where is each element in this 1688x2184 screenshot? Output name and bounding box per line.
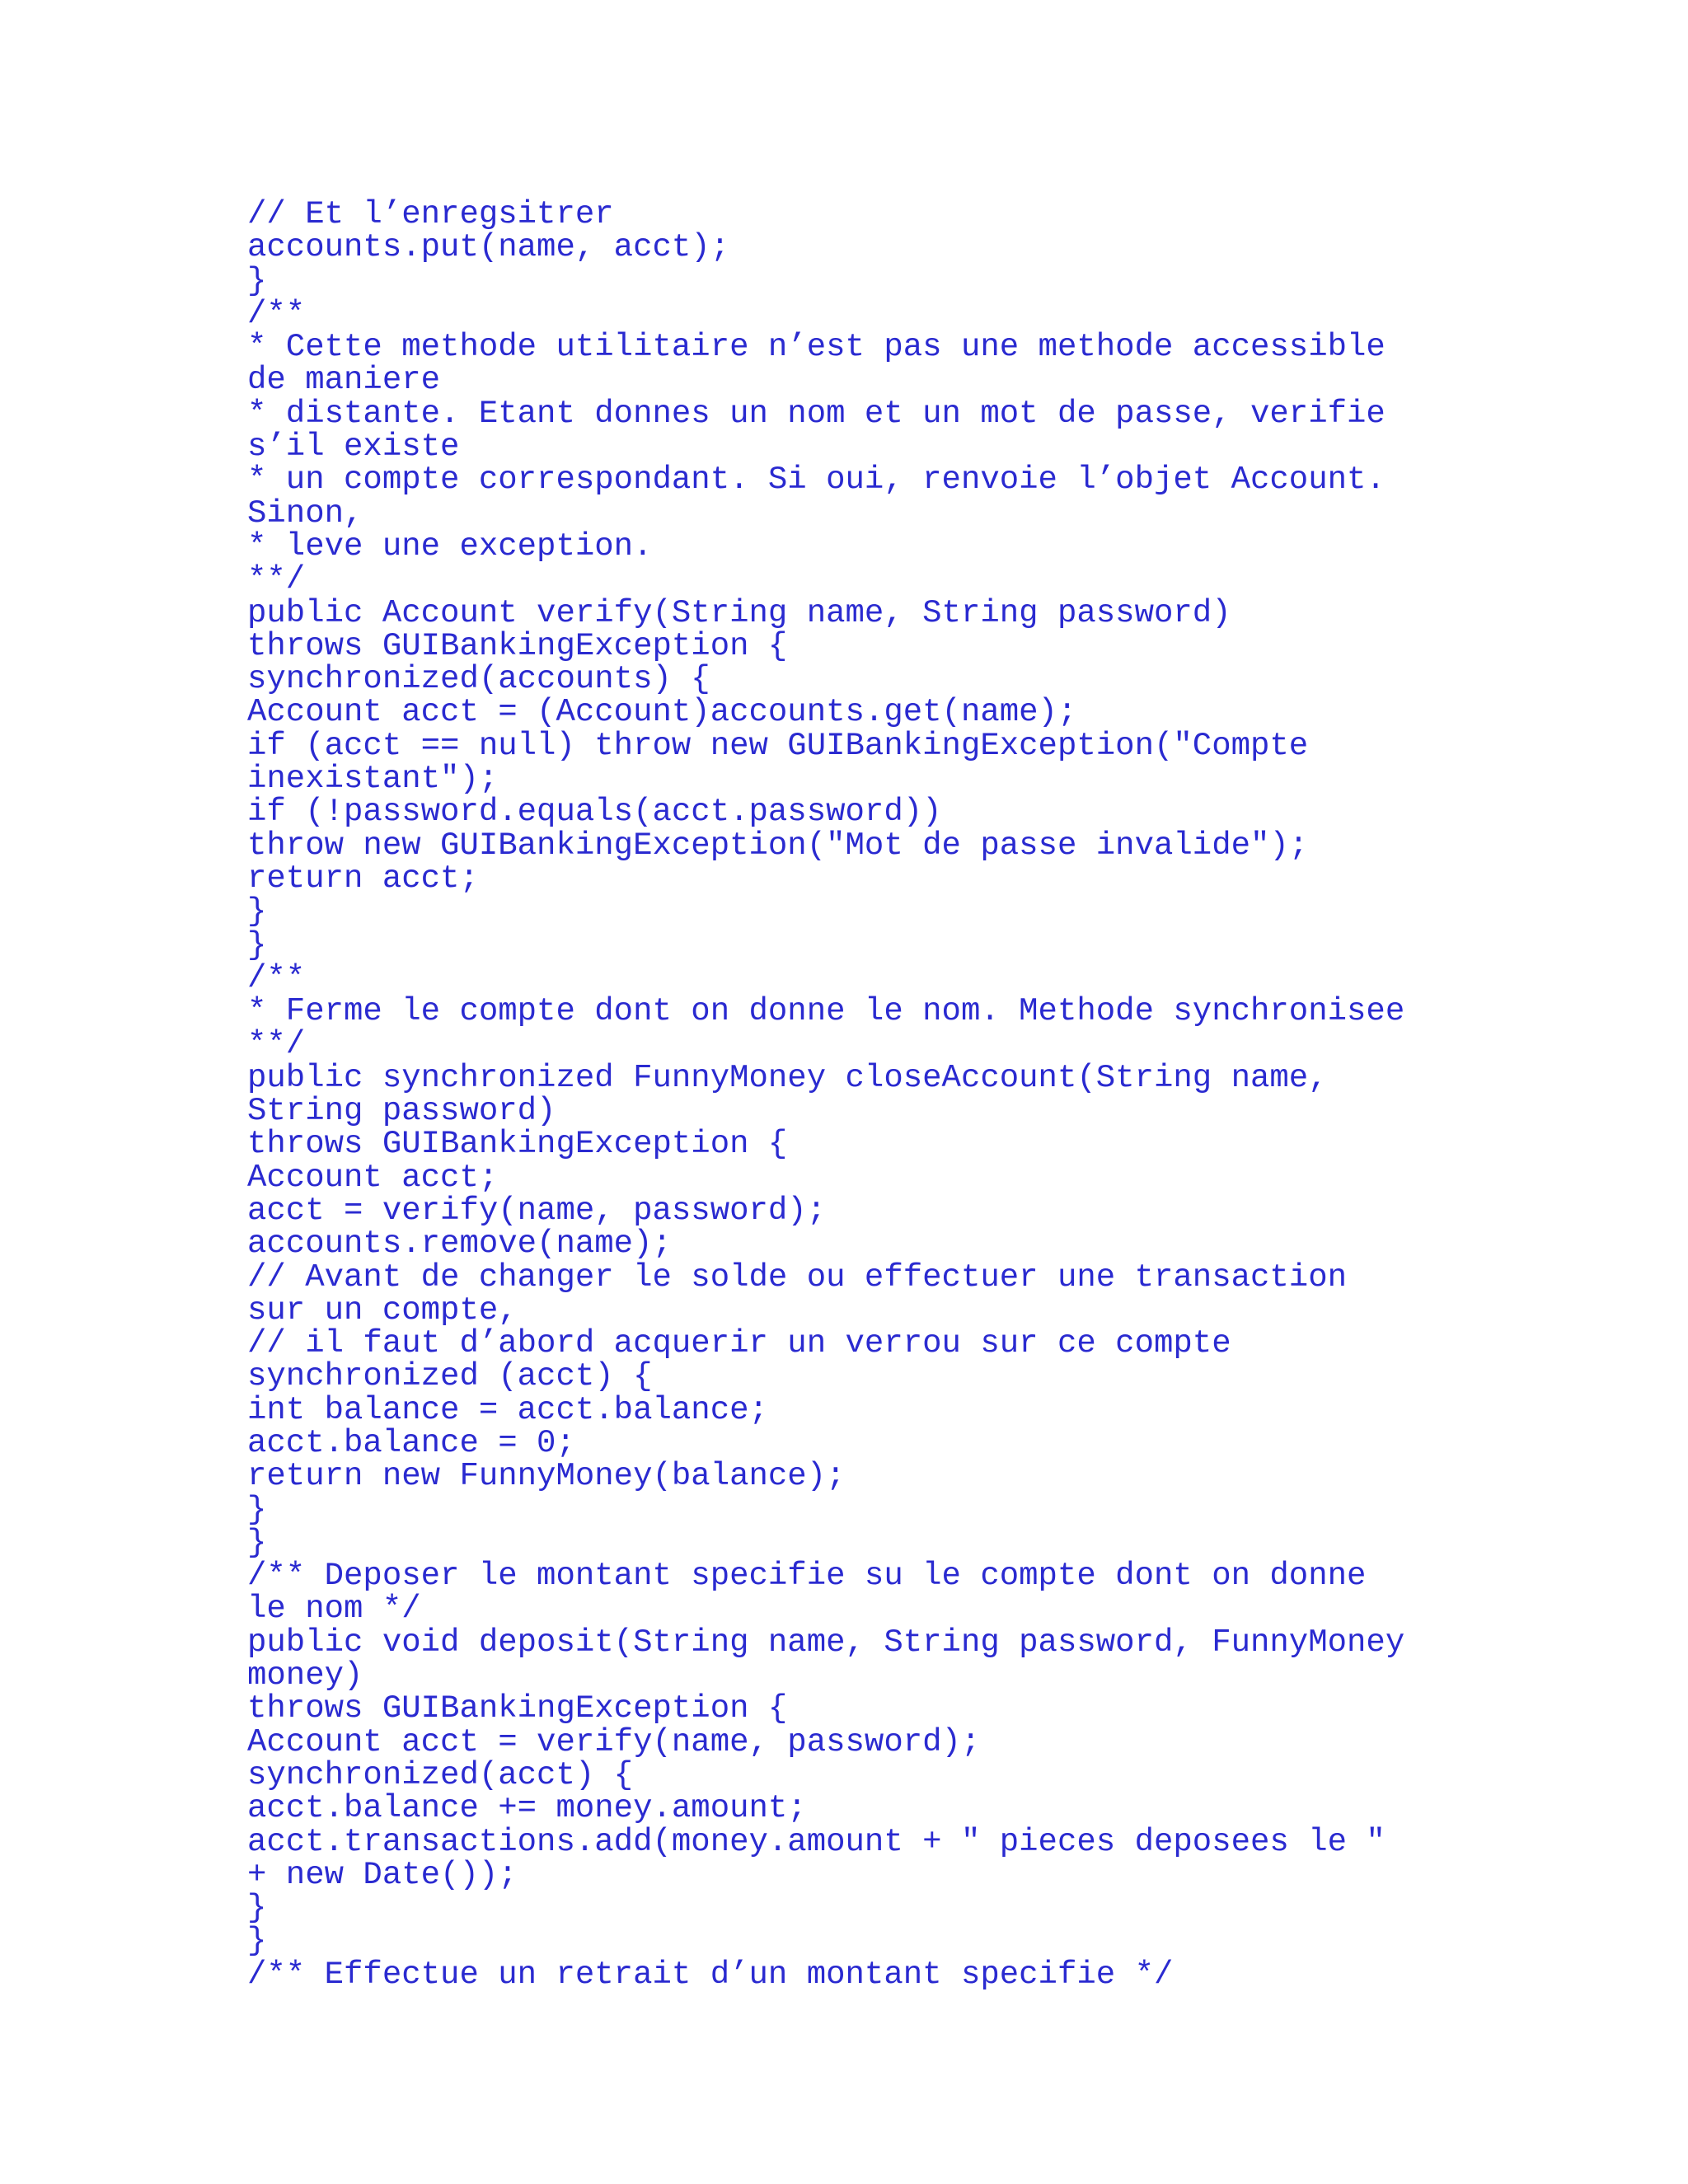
code-line: return new FunnyMoney(balance); [247,1458,846,1495]
code-line: } [247,1923,267,1960]
code-line: return acct; [247,860,479,897]
code-line: money) [247,1657,363,1694]
code-line: + new Date()); [247,1856,518,1893]
code-line: throws GUIBankingException { [247,627,788,664]
code-line: **/ [247,1026,306,1063]
code-line: acct.balance += money.amount; [247,1790,807,1827]
code-line: int balance = acct.balance; [247,1391,768,1428]
code-line: acct.transactions.add(money.amount + " pieces deposees le " [247,1823,1386,1860]
code-line: * un compte correspondant. Si oui, renvoie l’objet Account. [247,462,1386,499]
code-line: if (acct == null) throw new GUIBankingException("Compte [247,727,1309,764]
code-line: acct.balance = 0; [247,1424,575,1461]
code-line: sur un compte, [247,1291,518,1329]
code-line: /** Effectue un retrait d’un montant specifie */ [247,1956,1174,1993]
code-line: if (!password.equals(acct.password)) [247,794,942,831]
code-line: Account acct; [247,1159,499,1196]
code-line: inexistant"); [247,761,499,798]
code-line: /** [247,959,306,996]
code-line: acct = verify(name, password); [247,1192,827,1229]
code-line: /** [247,295,306,332]
code-line: **/ [247,561,306,598]
code-line: // Avant de changer le solde ou effectuer une transaction [247,1258,1348,1296]
code-line: } [247,262,267,299]
code-line: public Account verify(String name, String password) [247,594,1231,631]
code-line: * distante. Etant donnes un nom et un mot de passe, verifie [247,395,1386,432]
code-line: le nom */ [247,1591,421,1628]
code-line: Sinon, [247,494,363,532]
code-line: de maniere [247,362,441,399]
code-line: * leve une exception. [247,527,653,565]
code-line: public synchronized FunnyMoney closeAccount(String name, [247,1059,1328,1096]
code-line: String password) [247,1093,556,1130]
code-line: synchronized(accounts) { [247,661,710,698]
code-line: throw new GUIBankingException("Mot de passe invalide"); [247,827,1309,864]
code-line: } [247,926,267,963]
code-line: } [247,893,267,930]
code-line: public void deposit(String name, String password, FunnyMoney [247,1624,1405,1661]
code-line: } [247,1524,267,1561]
code-line: synchronized (acct) { [247,1358,653,1395]
code-line: } [247,1890,267,1927]
code-line: synchronized(acct) { [247,1756,634,1793]
code-line: /** Deposer le montant specifie su le compte dont on donne [247,1558,1367,1595]
code-line: // Et l’enregsitrer [247,196,614,232]
code-line: Account acct = (Account)accounts.get(name); [247,694,1077,731]
code-line: * Ferme le compte dont on donne le nom. Methode synchronisee [247,993,1405,1030]
code-listing [247,198,1665,1991]
code-line: s’il existe [247,429,460,466]
code-line: Account acct = verify(name, password); [247,1723,981,1760]
code-line: throws GUIBankingException { [247,1126,788,1163]
code-line: throws GUIBankingException { [247,1690,788,1727]
code-line: * Cette methode utilitaire n’est pas une methode accessible [247,329,1386,366]
code-line: accounts.remove(name); [247,1226,672,1263]
code-line: } [247,1491,267,1528]
code-line: // il faut d’abord acquerir un verrou sur ce compte [247,1325,1231,1362]
code-line: accounts.put(name, acct); [247,229,730,266]
